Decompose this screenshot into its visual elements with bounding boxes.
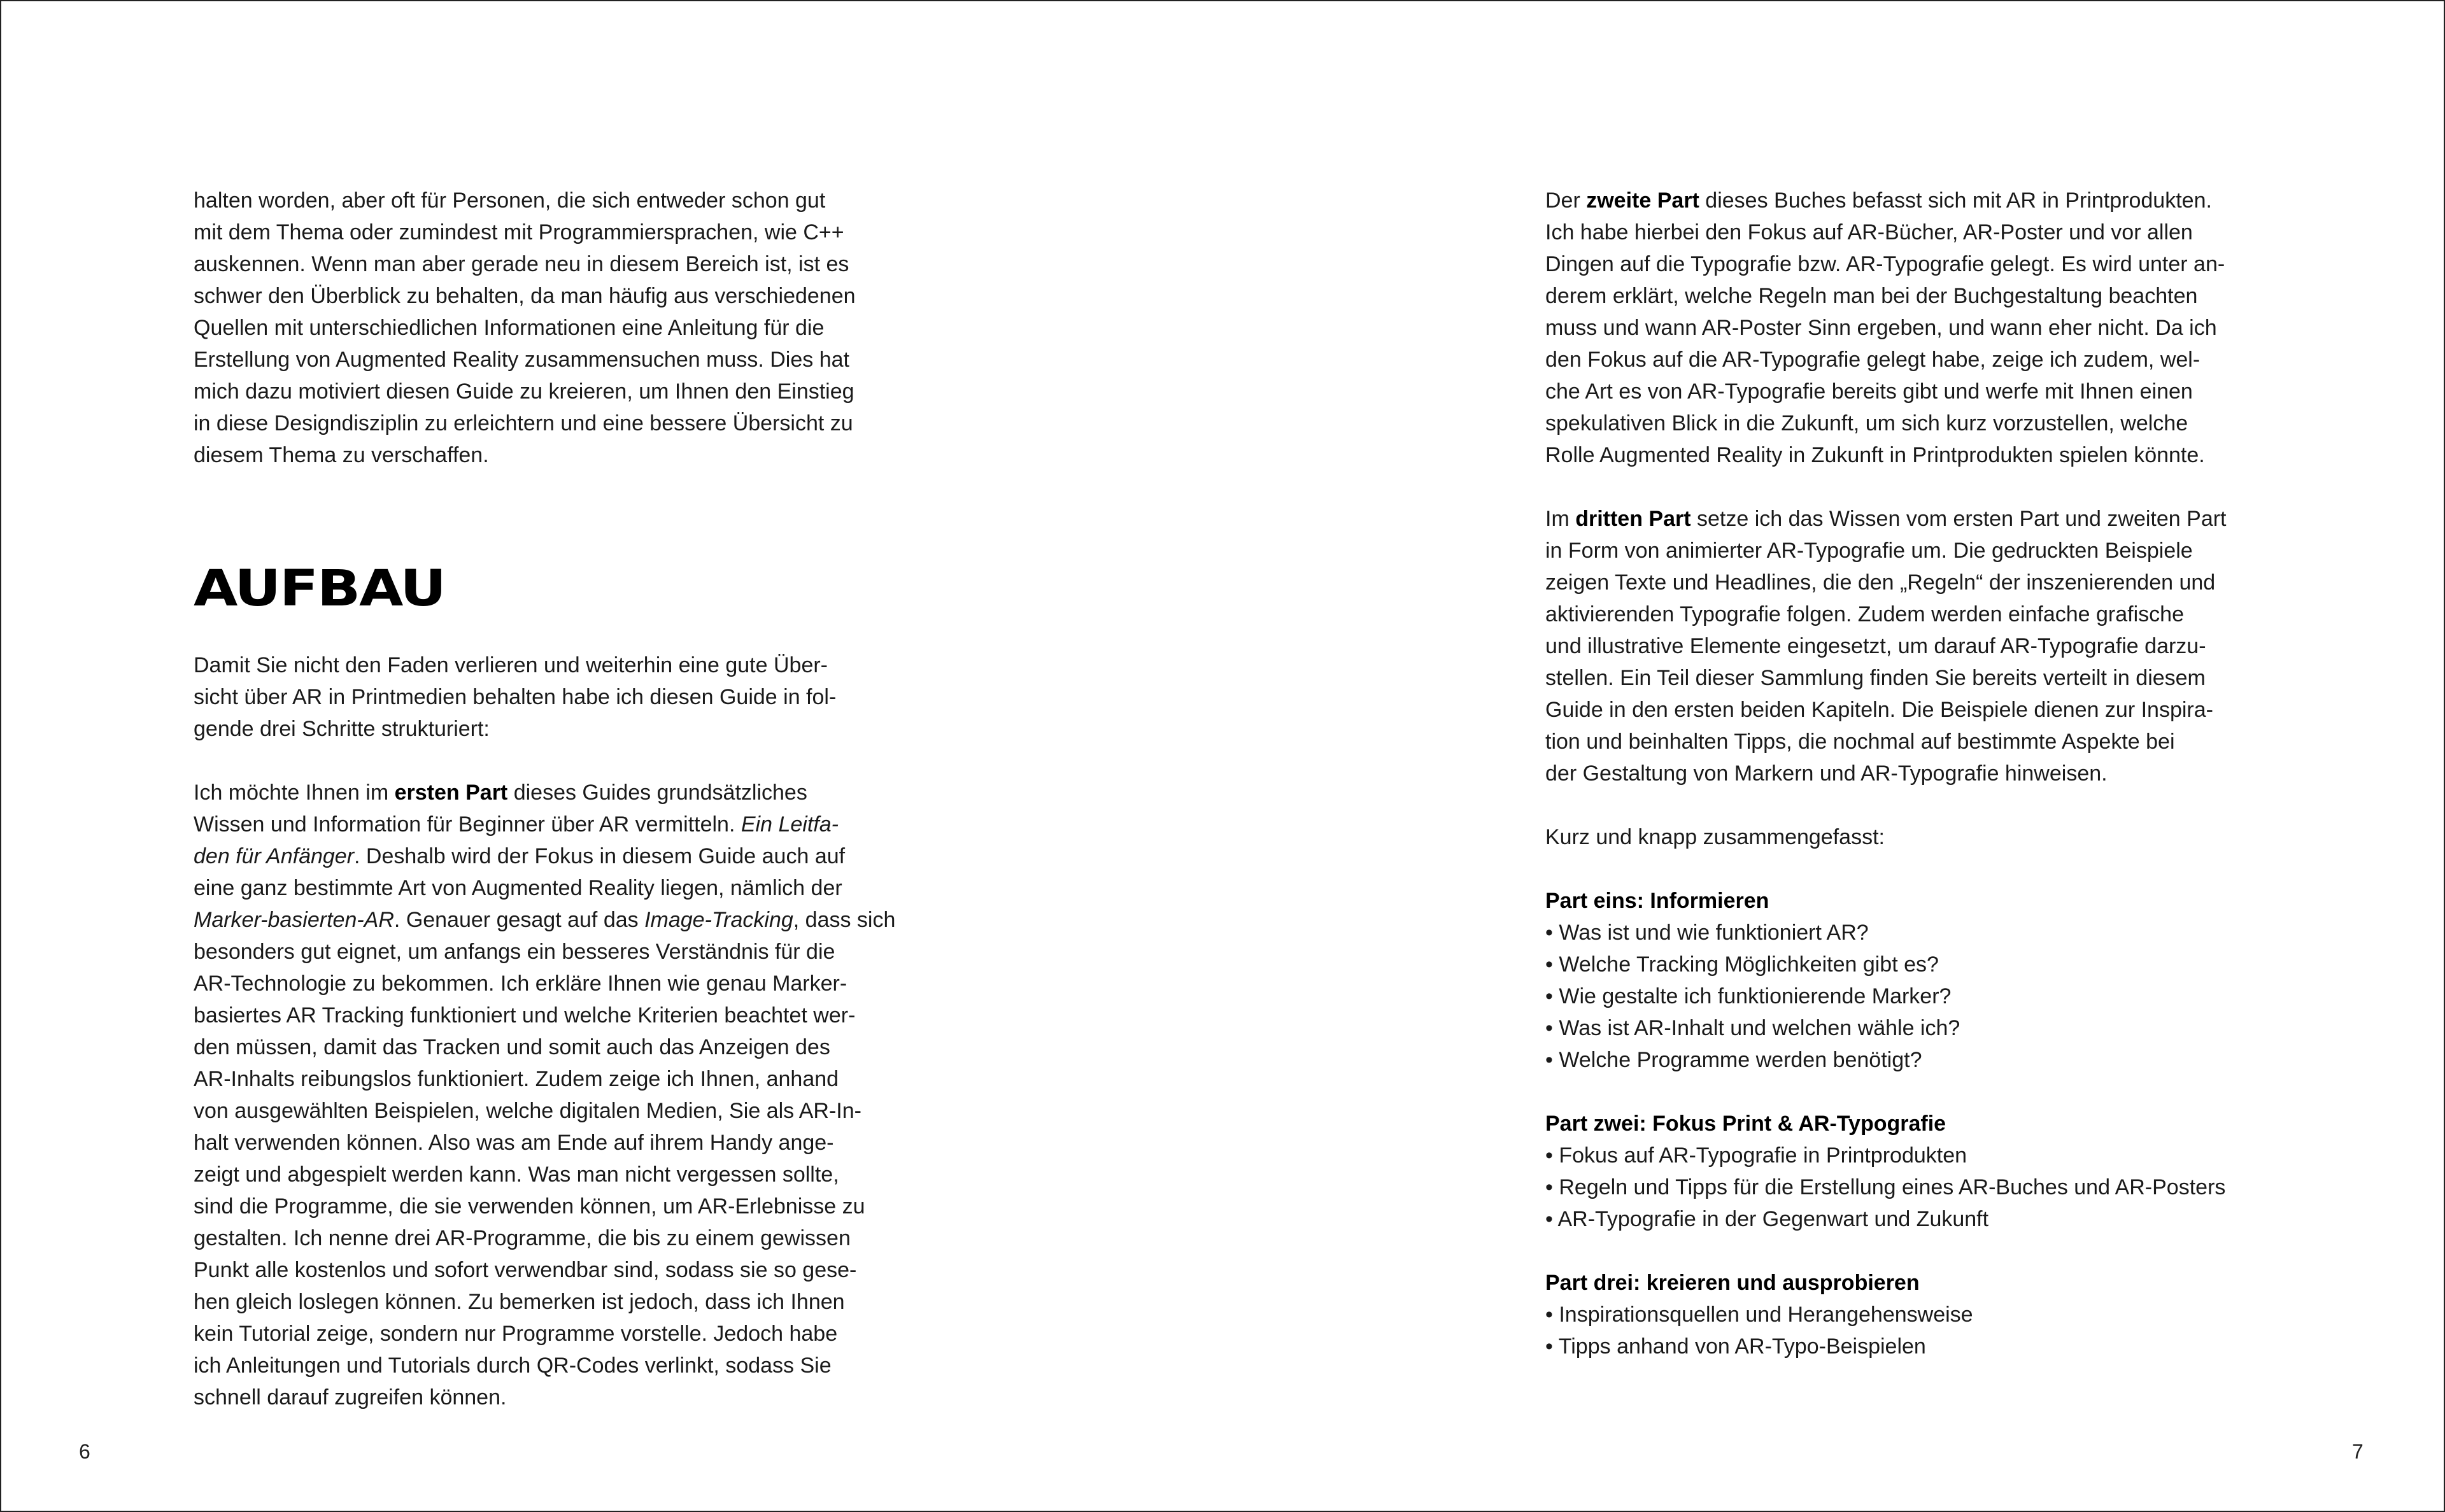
text-line: basiertes AR Tracking funktioniert und welche Kriterien beachtet wer- bbox=[194, 1003, 856, 1028]
emphasis: Image-Tracking bbox=[644, 908, 793, 932]
list-item: • Fokus auf AR-Typografie in Printprodukten bbox=[1545, 1140, 2258, 1171]
emphasis: zweite Part bbox=[1586, 188, 1699, 213]
text-line: Im dritten Part setze ich das Wissen vom ersten Part und zweiten Part bbox=[1545, 507, 2227, 531]
list-item: • Inspirationsquellen und Herangehensweise bbox=[1545, 1299, 2258, 1331]
text-line: der Gestaltung von Markern und AR-Typografie hinweisen. bbox=[1545, 761, 2108, 786]
third-part-paragraph bbox=[1545, 503, 2258, 789]
bullet-list bbox=[1545, 1299, 2258, 1362]
bullet-list bbox=[1545, 917, 2258, 1076]
text-line: eine ganz bestimmte Art von Augmented Reality liegen, nämlich der bbox=[194, 876, 842, 900]
section-heading: AUFBAU bbox=[194, 560, 445, 618]
text-line: Erstellung von Augmented Reality zusammensuchen muss. Dies hat bbox=[194, 348, 849, 372]
list-item: • Welche Tracking Möglichkeiten gibt es? bbox=[1545, 949, 2258, 980]
list-item: • Was ist und wie funktioniert AR? bbox=[1545, 917, 2258, 949]
text-line: Rolle Augmented Reality in Zukunft in Printprodukten spielen könnte. bbox=[1545, 443, 2205, 467]
list-item: • Wie gestalte ich funktionierende Marker? bbox=[1545, 980, 2258, 1012]
text-line: schnell darauf zugreifen können. bbox=[194, 1385, 507, 1410]
text-line: che Art es von AR-Typografie bereits gibt und werfe mit Ihnen einen bbox=[1545, 379, 2193, 404]
text-line: auskennen. Wenn man aber gerade neu in diesem Bereich ist, ist es bbox=[194, 252, 849, 276]
text-line: sind die Programme, die sie verwenden können, um AR-Erlebnisse zu bbox=[194, 1194, 865, 1219]
text-line: aktivierenden Typografie folgen. Zudem werden einfache grafische bbox=[1545, 602, 2184, 626]
text-line: Ich habe hierbei den Fokus auf AR-Bücher, AR-Poster und vor allen bbox=[1545, 220, 2193, 244]
text-line: derem erklärt, welche Regeln man bei der Buchgestaltung beachten bbox=[1545, 284, 2198, 308]
text-line: den Fokus auf die AR-Typografie gelegt habe, zeige ich zudem, wel- bbox=[1545, 348, 2200, 372]
text-line: Marker-basierten-AR. Genauer gesagt auf das Image-Tracking, dass sich bbox=[194, 908, 896, 932]
right-page-column bbox=[1545, 185, 2258, 1362]
text-line: den müssen, damit das Tracken und somit auch das Anzeigen des bbox=[194, 1035, 830, 1059]
text-line: Wissen und Information für Beginner über AR vermitteln. Ein Leitfa- bbox=[194, 812, 839, 837]
text-line: mit dem Thema oder zumindest mit Programmiersprachen, wie C++ bbox=[194, 220, 844, 244]
list-item: • AR-Typografie in der Gegenwart und Zukunft bbox=[1545, 1203, 2258, 1235]
text-line: Guide in den ersten beiden Kapiteln. Die Beispiele dienen zur Inspira- bbox=[1545, 698, 2213, 722]
text-line: AR-Inhalts reibungslos funktioniert. Zudem zeige ich Ihnen, anhand bbox=[194, 1067, 839, 1091]
text-line: besonders gut eignet, um anfangs ein besseres Verständnis für die bbox=[194, 940, 835, 964]
text-line: halten worden, aber oft für Personen, die sich entweder schon gut bbox=[194, 188, 826, 213]
part-summary bbox=[1545, 1267, 2258, 1362]
text-line: in Form von animierter AR-Typografie um. Die gedruckten Beispiele bbox=[1545, 539, 2193, 563]
emphasis: dritten Part bbox=[1575, 507, 1691, 531]
text-line: gende drei Schritte strukturiert: bbox=[194, 717, 490, 741]
text-line: Damit Sie nicht den Faden verlieren und weiterhin eine gute Über- bbox=[194, 653, 828, 677]
second-part-paragraph bbox=[1545, 185, 2258, 471]
text-line: Quellen mit unterschiedlichen Informationen eine Anleitung für die bbox=[194, 316, 825, 340]
text-line: kein Tutorial zeige, sondern nur Programme vorstelle. Jedoch habe bbox=[194, 1322, 838, 1346]
text-line: zeigen Texte und Headlines, die den „Regeln“ der inszenierenden und bbox=[1545, 570, 2216, 595]
text-line: zeigt und abgespielt werden kann. Was man nicht vergessen sollte, bbox=[194, 1162, 839, 1187]
summary-intro: Kurz und knapp zusammengefasst: bbox=[1545, 825, 1885, 849]
list-item: • Welche Programme werden benötigt? bbox=[1545, 1044, 2258, 1076]
text-line: spekulativen Blick in die Zukunft, um sich kurz vorzustellen, welche bbox=[1545, 411, 2188, 435]
text-line: mich dazu motiviert diesen Guide zu kreieren, um Ihnen den Einstieg bbox=[194, 379, 854, 404]
page-number-left: 6 bbox=[79, 1440, 90, 1463]
emphasis: ersten Part bbox=[394, 781, 508, 805]
first-part-paragraph bbox=[194, 777, 907, 1413]
list-item: • Regeln und Tipps für die Erstellung eines AR-Buches und AR-Posters bbox=[1545, 1171, 2258, 1203]
emphasis: Ein Leitfa- bbox=[741, 812, 839, 837]
text-line: sicht über AR in Printmedien behalten habe ich diesen Guide in fol- bbox=[194, 685, 837, 709]
page-number-right: 7 bbox=[2352, 1440, 2364, 1463]
list-item: • Was ist AR-Inhalt und welchen wähle ich? bbox=[1545, 1012, 2258, 1044]
structure-paragraph bbox=[194, 649, 907, 745]
text-line: stellen. Ein Teil dieser Sammlung finden Sie bereits verteilt in diesem bbox=[1545, 666, 2206, 690]
bullet-list bbox=[1545, 1140, 2258, 1235]
part-summary bbox=[1545, 885, 2258, 1076]
left-page-column bbox=[194, 185, 907, 1413]
part-title: Part eins: Informieren bbox=[1545, 889, 1769, 913]
text-line: von ausgewählten Beispielen, welche digitalen Medien, Sie als AR-In- bbox=[194, 1099, 861, 1123]
text-line: muss und wann AR-Poster Sinn ergeben, und wann eher nicht. Da ich bbox=[1545, 316, 2217, 340]
text-line: ich Anleitungen und Tutorials durch QR-Codes verlinkt, sodass Sie bbox=[194, 1353, 832, 1378]
emphasis: den für Anfänger bbox=[194, 844, 355, 868]
intro-paragraph bbox=[194, 185, 907, 471]
text-line: Ich möchte Ihnen im ersten Part dieses Guides grundsätzliches bbox=[194, 781, 807, 805]
text-line: den für Anfänger. Deshalb wird der Fokus in diesem Guide auch auf bbox=[194, 844, 846, 868]
part-title: Part drei: kreieren und ausprobieren bbox=[1545, 1271, 1920, 1295]
list-item: • Tipps anhand von AR-Typo-Beispielen bbox=[1545, 1331, 2258, 1362]
text-line: diesem Thema zu verschaffen. bbox=[194, 443, 489, 467]
part-title: Part zwei: Fokus Print & AR-Typografie bbox=[1545, 1112, 1946, 1136]
text-line: in diese Designdisziplin zu erleichtern und eine bessere Übersicht zu bbox=[194, 411, 853, 435]
text-line: Der zweite Part dieses Buches befasst sich mit AR in Printprodukten. bbox=[1545, 188, 2212, 213]
text-line: Punkt alle kostenlos und sofort verwendbar sind, sodass sie so gese- bbox=[194, 1258, 857, 1282]
text-line: Dingen auf die Typografie bzw. AR-Typografie gelegt. Es wird unter an- bbox=[1545, 252, 2225, 276]
text-line: hen gleich loslegen können. Zu bemerken ist jedoch, dass ich Ihnen bbox=[194, 1290, 845, 1314]
text-line: halt verwenden können. Also was am Ende auf ihrem Handy ange- bbox=[194, 1131, 834, 1155]
text-line: schwer den Überblick zu behalten, da man häufig aus verschiedenen bbox=[194, 284, 856, 308]
emphasis: Marker-basierten-AR bbox=[194, 908, 394, 932]
part-summary bbox=[1545, 1108, 2258, 1235]
text-line: AR-Technologie zu bekommen. Ich erkläre Ihnen wie genau Marker- bbox=[194, 971, 847, 996]
text-line: tion und beinhalten Tipps, die nochmal auf bestimmte Aspekte bei bbox=[1545, 730, 2175, 754]
text-line: gestalten. Ich nenne drei AR-Programme, die bis zu einem gewissen bbox=[194, 1226, 851, 1250]
text-line: und illustrative Elemente eingesetzt, um darauf AR-Typografie darzu- bbox=[1545, 634, 2206, 658]
